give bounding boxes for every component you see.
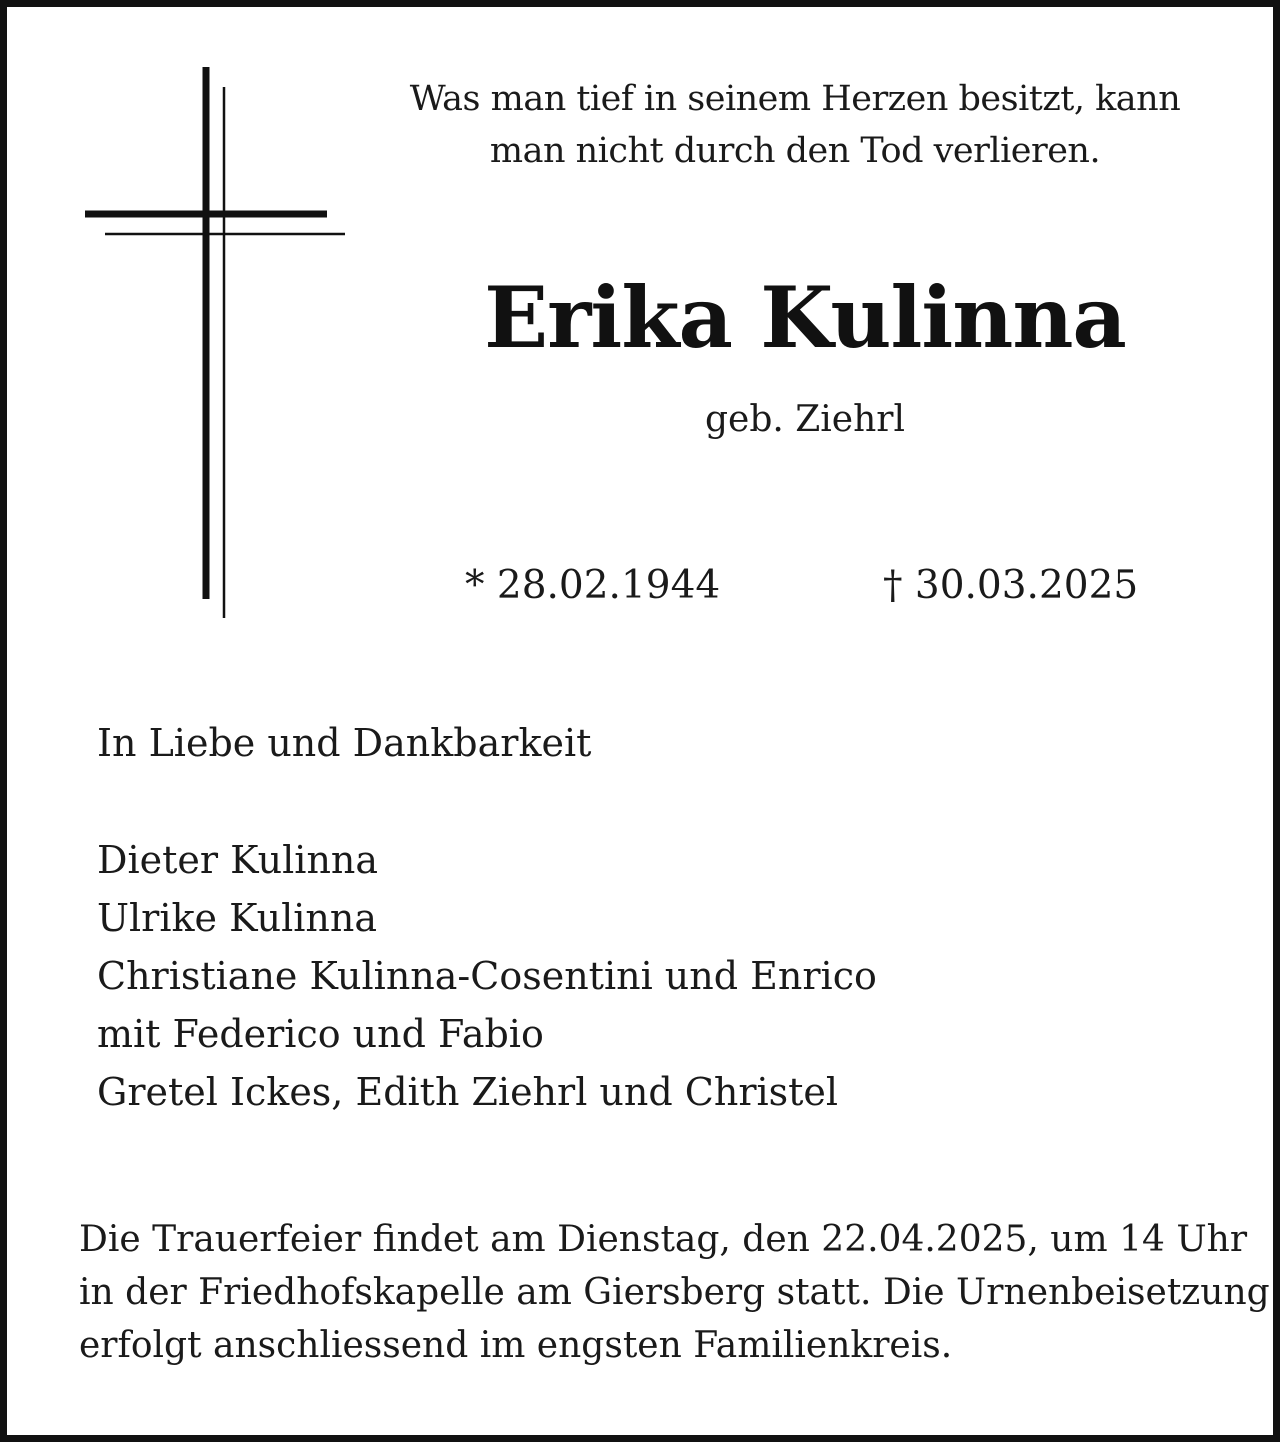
- maiden-name: geb. Ziehrl: [704, 399, 906, 440]
- deceased-name: Erika Kulinna: [484, 268, 1126, 367]
- mourner-line: Ulrike Kulinna: [97, 896, 378, 940]
- mourner-line: mit Federico und Fabio: [97, 1012, 544, 1056]
- mourner-line: Gretel Ickes, Edith Ziehrl und Christel: [97, 1070, 839, 1114]
- service-line: Die Trauerfeier findet am Dienstag, den 22.04.2025, um 14 Uhr: [79, 1219, 1248, 1260]
- funeral-service-info: [79, 1213, 1270, 1372]
- mourner-line: Dieter Kulinna: [97, 838, 379, 882]
- quote-line: man nicht durch den Tod verlieren.: [489, 131, 1101, 171]
- mourner-line: Christiane Kulinna-Cosentini und Enrico: [97, 954, 877, 998]
- dedication-line: In Liebe und Dankbarkeit: [97, 721, 592, 765]
- memorial-quote: [387, 73, 1203, 177]
- mourners-list: [97, 831, 877, 1121]
- cross-icon: [7, 7, 367, 637]
- service-line: erfolgt anschliessend im engsten Familienkreis.: [79, 1325, 953, 1366]
- quote-line: Was man tief in seinem Herzen besitzt, kann: [409, 79, 1181, 119]
- service-line: in der Friedhofskapelle am Giersberg statt. Die Urnenbeisetzung: [79, 1272, 1270, 1313]
- death-date: † 30.03.2025: [883, 563, 1139, 608]
- birth-date: * 28.02.1944: [465, 563, 721, 608]
